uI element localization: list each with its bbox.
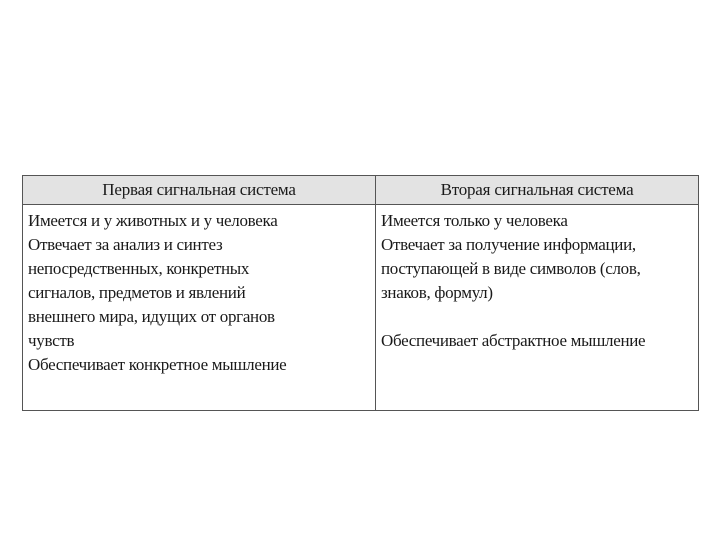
second-system-line: знаков, формул) [381,283,493,302]
second-system-line: поступающей в виде символов (слов, [381,259,641,278]
first-system-line: непосредственных, конкретных [28,259,250,278]
header-first-signal-system: Первая сигнальная система [23,176,376,205]
table-header-row [23,176,698,205]
first-system-line: Имеется и у животных и у человека [28,211,278,230]
first-system-line: Обеспечивает конкретное мышление [28,355,287,374]
first-system-cell [23,205,376,411]
signal-systems-table [23,176,698,410]
header-second-signal-system: Вторая сигнальная система [376,176,699,205]
table-row [23,205,698,411]
second-system-line: Отвечает за получение информации, [381,235,636,254]
second-system-line: Имеется только у человека [381,211,568,230]
second-system-line: Обеспечивает абстрактное мышление [381,331,646,350]
second-system-cell [376,205,699,411]
first-system-line: Отвечает за анализ и синтез [28,235,223,254]
second-system-spacer [381,305,694,329]
first-system-line: внешнего мира, идущих от органов [28,307,275,326]
comparison-table [22,175,699,411]
first-system-line: сигналов, предметов и явлений [28,283,246,302]
first-system-line: чувств [28,331,75,350]
